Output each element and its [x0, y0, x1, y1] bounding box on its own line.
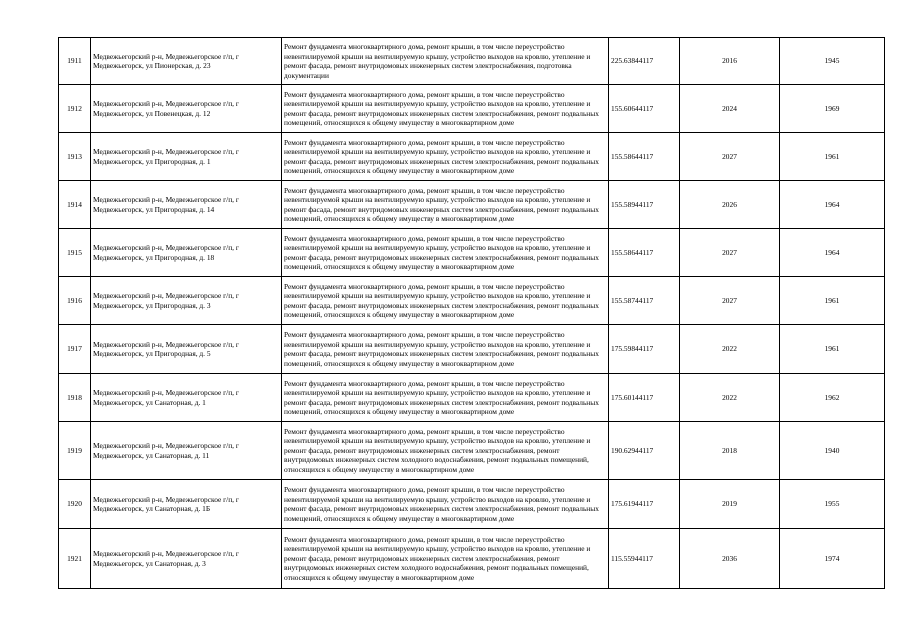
- row-number: 1918: [59, 374, 91, 422]
- table-row: [59, 229, 885, 277]
- row-number: 1920: [59, 480, 91, 529]
- row-number: 1915: [59, 229, 91, 277]
- row-number: 1914: [59, 181, 91, 229]
- planned-year-cell: 2016: [680, 38, 780, 85]
- address-cell: Медвежьегорский р-н, Медвежьегорское г/п, г Медвежьегорск, ул Пригородная, д. 14: [91, 181, 282, 229]
- table-row: [59, 480, 885, 529]
- address-cell: Медвежьегорский р-н, Медвежьегорское г/п, г Медвежьегорск, ул Пригородная, д. 5: [91, 325, 282, 374]
- table-row: [59, 422, 885, 480]
- table-body: [59, 38, 885, 589]
- works-cell: Ремонт фундамента многоквартирного дома, ремонт крыши, в том числе переустройство невентилируемой крыши на вентилируемую крышу, устройство выходов на кровлю, утепление и ремонт фасада, ремонт внутридомовых инженерных систем электроснабжения, ремонт подвальных помещений, относящихся к общему имуществу в многоквартирном доме: [282, 480, 609, 529]
- address-cell: Медвежьегорский р-н, Медвежьегорское г/п, г Медвежьегорск, ул Пригородная, д. 18: [91, 229, 282, 277]
- row-number: 1911: [59, 38, 91, 85]
- cost-cell: 225.63844117: [609, 38, 680, 85]
- cost-cell: 175.61944117: [609, 480, 680, 529]
- cost-cell: 175.59844117: [609, 325, 680, 374]
- address-cell: Медвежьегорский р-н, Медвежьегорское г/п, г Медвежьегорск, ул Санаторная, д. 3: [91, 529, 282, 589]
- works-cell: Ремонт фундамента многоквартирного дома, ремонт крыши, в том числе переустройство невентилируемой крыши на вентилируемую крышу, устройство выходов на кровлю, утепление и ремонт фасада, ремонт внутридомовых инженерных систем электроснабжения, ремонт подвальных помещений, относящихся к общему имуществу в многоквартирном доме: [282, 325, 609, 374]
- works-cell: Ремонт фундамента многоквартирного дома, ремонт крыши, в том числе переустройство невентилируемой крыши на вентилируемую крышу, устройство выходов на кровлю, утепление и ремонт фасада, ремонт внутридомовых инженерных систем электроснабжения, ремонт подвальных помещений, относящихся к общему имуществу в многоквартирном доме: [282, 229, 609, 277]
- table-row: [59, 325, 885, 374]
- built-year-cell: 1961: [780, 133, 885, 181]
- table-row: [59, 181, 885, 229]
- row-number: 1917: [59, 325, 91, 374]
- planned-year-cell: 2019: [680, 480, 780, 529]
- planned-year-cell: 2018: [680, 422, 780, 480]
- row-number: 1916: [59, 277, 91, 325]
- address-cell: Медвежьегорский р-н, Медвежьегорское г/п, г Медвежьегорск, ул Санаторная, д. 11: [91, 422, 282, 480]
- table-row: [59, 85, 885, 133]
- cost-cell: 155.58644117: [609, 133, 680, 181]
- cost-cell: 175.60144117: [609, 374, 680, 422]
- works-cell: Ремонт фундамента многоквартирного дома, ремонт крыши, в том числе переустройство невентилируемой крыши на вентилируемую крышу, устройство выходов на кровлю, утепление и ремонт фасада, ремонт внутридомовых инженерных систем электроснабжения, ремонт внутридомовых инженерных систем холодного водоснабжения, ремонт подвальных помещений, относящихся к общему имуществу в многоквартирном доме: [282, 422, 609, 480]
- row-number: 1919: [59, 422, 91, 480]
- built-year-cell: 1969: [780, 85, 885, 133]
- address-cell: Медвежьегорский р-н, Медвежьегорское г/п, г Медвежьегорск, ул Повенецкая, д. 12: [91, 85, 282, 133]
- built-year-cell: 1964: [780, 181, 885, 229]
- works-cell: Ремонт фундамента многоквартирного дома, ремонт крыши, в том числе переустройство невентилируемой крыши на вентилируемую крышу, устройство выходов на кровлю, утепление и ремонт фасада, ремонт внутридомовых инженерных систем электроснабжения, ремонт подвальных помещений, относящихся к общему имуществу в многоквартирном доме: [282, 374, 609, 422]
- planned-year-cell: 2022: [680, 325, 780, 374]
- table-row: [59, 374, 885, 422]
- built-year-cell: 1962: [780, 374, 885, 422]
- cost-cell: 155.60644117: [609, 85, 680, 133]
- table-row: [59, 277, 885, 325]
- works-cell: Ремонт фундамента многоквартирного дома, ремонт крыши, в том числе переустройство невентилируемой крыши на вентилируемую крышу, устройство выходов на кровлю, утепление и ремонт фасада, ремонт внутридомовых инженерных систем электроснабжения, ремонт подвальных помещений, относящихся к общему имуществу в многоквартирном доме: [282, 133, 609, 181]
- address-cell: Медвежьегорский р-н, Медвежьегорское г/п, г Медвежьегорск, ул Санаторная, д. 1: [91, 374, 282, 422]
- address-cell: Медвежьегорский р-н, Медвежьегорское г/п, г Медвежьегорск, ул Санаторная, д. 1Б: [91, 480, 282, 529]
- planned-year-cell: 2022: [680, 374, 780, 422]
- planned-year-cell: 2024: [680, 85, 780, 133]
- built-year-cell: 1955: [780, 480, 885, 529]
- cost-cell: 155.58644117: [609, 229, 680, 277]
- row-number: 1921: [59, 529, 91, 589]
- address-cell: Медвежьегорский р-н, Медвежьегорское г/п, г Медвежьегорск, ул Пригородная, д. 3: [91, 277, 282, 325]
- built-year-cell: 1964: [780, 229, 885, 277]
- cost-cell: 190.62944117: [609, 422, 680, 480]
- row-number: 1913: [59, 133, 91, 181]
- planned-year-cell: 2027: [680, 277, 780, 325]
- works-cell: Ремонт фундамента многоквартирного дома, ремонт крыши, в том числе переустройство невентилируемой крыши на вентилируемую крышу, устройство выходов на кровлю, утепление и ремонт фасада, ремонт внутридомовых инженерных систем электроснабжения, подготовка документации: [282, 38, 609, 85]
- planned-year-cell: 2027: [680, 229, 780, 277]
- cost-cell: 115.55944117: [609, 529, 680, 589]
- works-cell: Ремонт фундамента многоквартирного дома, ремонт крыши, в том числе переустройство невентилируемой крыши на вентилируемую крышу, устройство выходов на кровлю, утепление и ремонт фасада, ремонт внутридомовых инженерных систем электроснабжения, ремонт внутридомовых инженерных систем холодного водоснабжения, ремонт подвальных помещений, относящихся к общему имуществу в многоквартирном доме: [282, 529, 609, 589]
- works-cell: Ремонт фундамента многоквартирного дома, ремонт крыши, в том числе переустройство невентилируемой крыши на вентилируемую крышу, устройство выходов на кровлю, утепление и ремонт фасада, ремонт внутридомовых инженерных систем электроснабжения, ремонт подвальных помещений, относящихся к общему имуществу в многоквартирном доме: [282, 85, 609, 133]
- table-row: [59, 133, 885, 181]
- table-row: [59, 529, 885, 589]
- cost-cell: 155.58944117: [609, 181, 680, 229]
- built-year-cell: 1974: [780, 529, 885, 589]
- row-number: 1912: [59, 85, 91, 133]
- planned-year-cell: 2026: [680, 181, 780, 229]
- address-cell: Медвежьегорский р-н, Медвежьегорское г/п, г Медвежьегорск, ул Пионерская, д. 23: [91, 38, 282, 85]
- address-cell: Медвежьегорский р-н, Медвежьегорское г/п, г Медвежьегорск, ул Пригородная, д. 1: [91, 133, 282, 181]
- built-year-cell: 1945: [780, 38, 885, 85]
- works-cell: Ремонт фундамента многоквартирного дома, ремонт крыши, в том числе переустройство невентилируемой крыши на вентилируемую крышу, устройство выходов на кровлю, утепление и ремонт фасада, ремонт внутридомовых инженерных систем электроснабжения, ремонт подвальных помещений, относящихся к общему имуществу в многоквартирном доме: [282, 181, 609, 229]
- table-row: [59, 38, 885, 85]
- housing-repair-table: [58, 37, 885, 589]
- built-year-cell: 1961: [780, 277, 885, 325]
- built-year-cell: 1961: [780, 325, 885, 374]
- planned-year-cell: 2027: [680, 133, 780, 181]
- built-year-cell: 1940: [780, 422, 885, 480]
- works-cell: Ремонт фундамента многоквартирного дома, ремонт крыши, в том числе переустройство невентилируемой крыши на вентилируемую крышу, устройство выходов на кровлю, утепление и ремонт фасада, ремонт внутридомовых инженерных систем электроснабжения, ремонт подвальных помещений, относящихся к общему имуществу в многоквартирном доме: [282, 277, 609, 325]
- cost-cell: 155.58744117: [609, 277, 680, 325]
- planned-year-cell: 2036: [680, 529, 780, 589]
